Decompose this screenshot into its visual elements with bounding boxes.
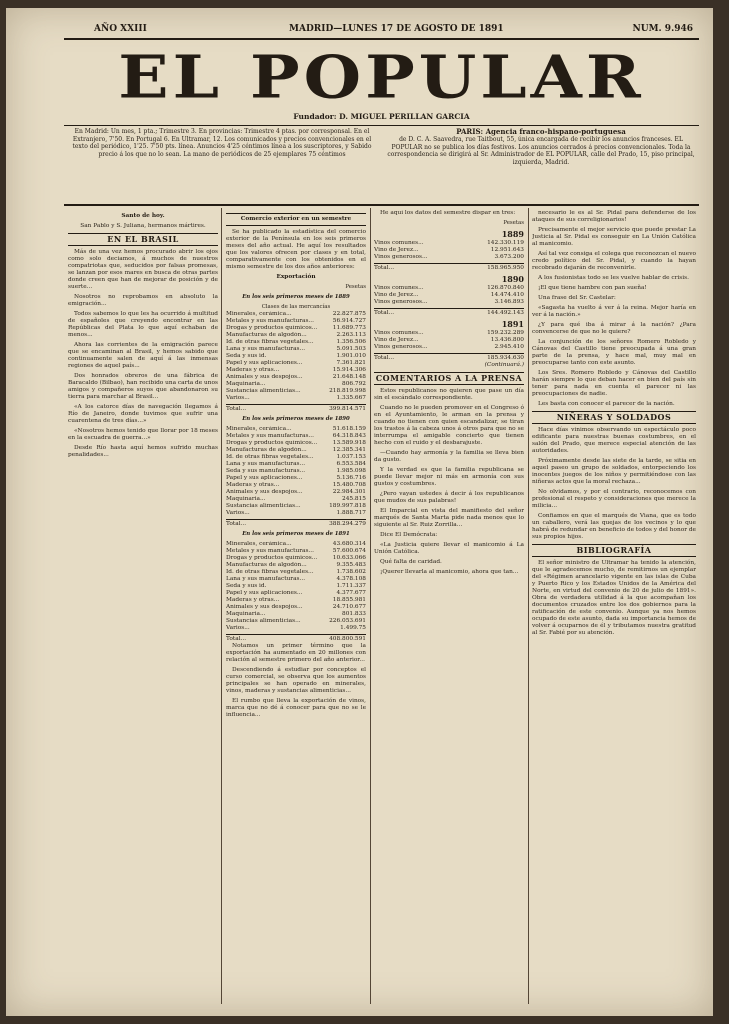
row-label: Varios... xyxy=(226,625,250,631)
year-label: AÑO XXIII xyxy=(94,24,147,34)
row-label: Maquinaria... xyxy=(226,381,266,387)
row-value: 11.689.773 xyxy=(332,325,366,331)
article-paragraph: Estos republicanos no quieren que pase un día sin el escándalo correspondiente. xyxy=(374,388,524,401)
row-label: Vino de Jerez... xyxy=(374,337,419,343)
paris-notice xyxy=(386,128,696,166)
table-total-row xyxy=(374,263,524,272)
row-label: Seda y sus id. xyxy=(226,583,267,589)
issue-number: NUM. 9.946 xyxy=(632,24,693,34)
article-paragraph: «Sagasta ha vuelto á ver á la reina. Mejor haría en ver á la nación.» xyxy=(532,305,696,318)
row-label: Vinos comunes... xyxy=(374,240,424,246)
table-total-row xyxy=(374,308,524,317)
row-label: Maderas y otras... xyxy=(226,367,280,373)
row-label: Vinos comunes... xyxy=(374,330,424,336)
table-row xyxy=(226,496,366,503)
row-value: 3.146.893 xyxy=(494,299,524,305)
row-label: Varios... xyxy=(226,395,250,401)
row-label: Sustancias alimenticias... xyxy=(226,503,301,509)
article-paragraph: Y la verdad es que la familia republicana se puede llevar mejor ni más en armonía con sus gustos y costumbres. xyxy=(374,467,524,487)
wine-intro: He aquí los datos del semestre dispar en tres: xyxy=(380,210,516,216)
table-row xyxy=(226,576,366,583)
total-label: Total... xyxy=(374,310,395,316)
row-value: 22.827.875 xyxy=(332,311,366,317)
row-value: 56.914.727 xyxy=(332,318,366,324)
table-row xyxy=(226,325,366,332)
row-value: 126.870.840 xyxy=(487,285,524,291)
row-value: 2.945.410 xyxy=(494,344,524,350)
row-label: Manufacturas de algodón... xyxy=(226,332,307,338)
row-label: Id. de otras fibras vegetales... xyxy=(226,569,314,575)
row-value: 64.318.843 xyxy=(332,433,366,439)
row-value: 1.888.717 xyxy=(336,510,366,516)
row-value: 15.480.708 xyxy=(332,482,366,488)
table-row xyxy=(226,311,366,318)
article-paragraph: —Cuando hay armonía y la familia se lleva bien da gusto. xyxy=(374,450,524,463)
article-paragraph: «Nosotros hemos tenido que llorar por 18 meses en la escuadra de guerra...» xyxy=(68,428,218,441)
column-4 xyxy=(532,210,696,1000)
article-paragraph: ¡El que tiene hambre con pan sueña! xyxy=(538,285,647,291)
row-value: 1.738.602 xyxy=(336,569,366,575)
row-value: 9.355.483 xyxy=(336,562,366,568)
table-row xyxy=(374,344,524,351)
table-row xyxy=(226,433,366,440)
row-value: 12.951.643 xyxy=(490,247,524,253)
row-value: 2.263.113 xyxy=(336,332,366,338)
row-value: 43.680.314 xyxy=(332,541,366,547)
row-label: Lana y sus manufacturas... xyxy=(226,461,306,467)
article-paragraph: Cuando no le pueden promover en el Congreso ó en el Ayuntamiento, le arman en la prensa y cuando no tienen con quien escandalizar, se tiran los trastos á la cabeza unos á otros para que no se interrumpa el amigable concierto que tienen hecho con el ruido y el desbarajuste. xyxy=(374,405,524,446)
row-label: Seda y sus id. xyxy=(226,353,267,359)
year-heading: 1891 xyxy=(501,319,524,329)
row-value: 1.499.75 xyxy=(340,625,366,631)
table-row xyxy=(226,388,366,395)
row-label: Metales y sus manufacturas... xyxy=(226,433,314,439)
table-row xyxy=(226,569,366,576)
block-subheading: Clases de las mercancías xyxy=(261,304,331,310)
subscription-info: En Madrid: Un mes, 1 pta.; Trimestre 3. En provincias: Trimestre 4 ptas. por corresponsal. En el Extranjero, 7'50. En Portugal 6. En Ultramar, 12. Los comunicados y precios convencionales en el texto del periódico, 1'25. 7'50 pts. línea. Anuncios 4'25 céntimos línea a los suscriptores, y Sabido precio á los que no lo sean. La mano de periódicos de 25 ejemplares 75 céntimos xyxy=(72,128,372,158)
row-value: 1.356.506 xyxy=(336,339,366,345)
article-paragraph: Una frase del Sr. Castelar: xyxy=(538,295,616,301)
row-label: Vino de Jerez... xyxy=(374,247,419,253)
founder-line: Fundador: D. MIGUEL PERILLAN GARCIA xyxy=(64,112,699,126)
table-row xyxy=(374,254,524,261)
row-value: 13.589.918 xyxy=(332,440,366,446)
column-divider xyxy=(528,208,529,1004)
table-row xyxy=(226,482,366,489)
row-value: 6.553.584 xyxy=(336,461,366,467)
row-label: Minerales, cerámica... xyxy=(226,311,292,317)
year-heading: 1889 xyxy=(501,229,524,239)
commerce-heading: Comercio exterior en un semestre xyxy=(226,213,366,226)
table-row xyxy=(226,381,366,388)
total-value: 399.814.571 xyxy=(329,406,366,412)
row-value: 24.710.677 xyxy=(332,604,366,610)
row-label: Sustancias alimenticias... xyxy=(226,388,301,394)
row-label: Vino de Jerez... xyxy=(374,292,419,298)
table-row xyxy=(226,426,366,433)
row-value: 51.618.159 xyxy=(332,426,366,432)
row-value: 218.819.998 xyxy=(329,388,366,394)
table-row xyxy=(226,454,366,461)
row-value: 226.053.691 xyxy=(329,618,366,624)
export-tables xyxy=(226,294,366,643)
paris-notice-text: de D. C. A. Saavedra, rue Taitbout, 55, única encargada de recibir los anuncios franceses. EL POPULAR no se publica los días festivos. Los anuncios cerrados á precios convencionales. Toda la correspondencia se dirigirá al Sr. Administrador de EL POPULAR, calle del Prado, 15, piso principal, izquierda, Madrid. xyxy=(387,136,695,166)
article-paragraph: Qué falta de caridad. xyxy=(380,559,442,565)
row-label: Id. de otras fibras vegetales... xyxy=(226,454,314,460)
masthead-top-line xyxy=(64,22,699,40)
export-title: Exportación xyxy=(276,274,316,280)
row-value: 10.633.066 xyxy=(332,555,366,561)
table-row xyxy=(374,337,524,344)
table-row xyxy=(226,346,366,353)
total-label: Total... xyxy=(374,355,395,361)
row-value: 15.914.306 xyxy=(332,367,366,373)
row-label: Papel y sus aplicaciones... xyxy=(226,590,303,596)
newspaper-page xyxy=(6,8,713,1016)
article-paragraph: Así tal vez consiga el colega que reconozcan el nuevo credo político del Sr. Pidal, y cuando la hayan recobrado dejarán de reconvenirle. xyxy=(532,251,696,271)
table-row xyxy=(226,367,366,374)
row-value: 806.792 xyxy=(342,381,366,387)
continued-note: (Continuará.) xyxy=(484,362,524,368)
row-value: 3.673.200 xyxy=(494,254,524,260)
table-row xyxy=(226,360,366,367)
article-paragraph: Dos honrados obreros de una fábrica de Baracaldo (Bilbao), han recibido una carta de unos amigos y compañeros suyos que abandonaron su tierra para marchar al Brasil... xyxy=(68,373,218,400)
table-row xyxy=(226,541,366,548)
row-label: Drogas y productos químicos... xyxy=(226,555,318,561)
table-row xyxy=(226,447,366,454)
row-label: Drogas y productos químicos... xyxy=(226,325,318,331)
total-value: 388.294.279 xyxy=(329,521,366,527)
row-label: Sustancias alimenticias... xyxy=(226,618,301,624)
row-label: Maderas y otras... xyxy=(226,597,280,603)
article-paragraph: Desde Río hasta aquí hemos sufrido muchas penalidades... xyxy=(68,445,218,458)
article-paragraph: A los fusionistas todo se les vuelve hablar de crisis. xyxy=(538,275,689,281)
row-value: 142.330.119 xyxy=(487,240,524,246)
row-label: Animales y sus despojos... xyxy=(226,489,303,495)
total-value: 185.934.630 xyxy=(487,355,524,361)
bibliografia-heading: BIBLIOGRAFÍA xyxy=(532,544,696,557)
column-divider xyxy=(221,208,222,1004)
row-value: 245.815 xyxy=(342,496,366,502)
row-value: 801.833 xyxy=(342,611,366,617)
table-row xyxy=(226,440,366,447)
row-label: Papel y sus aplicaciones... xyxy=(226,360,303,366)
table-row xyxy=(374,285,524,292)
article-paragraph: ¿Pero vayan ustedes á decir á los republicanos que mudos de sus palabras! xyxy=(374,491,524,504)
article-paragraph: Notamos un primer término que la exportación ha aumentado en 20 millones con relación al semestre primero del año anterior... xyxy=(226,643,366,663)
row-value: 18.855.981 xyxy=(332,597,366,603)
article-paragraph: Precisamente el mejor servicio que puede prestar La Justicia al Sr. Pidal es conseguir en La Unión Católica al manicomio. xyxy=(532,227,696,247)
column-2 xyxy=(226,210,366,1000)
table-row xyxy=(226,339,366,346)
paris-notice-title: PARIS: Agencia franco-hispano-portuguesa xyxy=(456,127,626,136)
table-row xyxy=(226,555,366,562)
table-total-row xyxy=(226,404,366,413)
block-heading: En los seis primeros meses de 1891 xyxy=(242,531,350,537)
table-row xyxy=(226,468,366,475)
article-paragraph: Próximamente desde las siete de la tarde, se sitia en aquel paseo un grupo de soldados, entorpeciendo los inocentes juegos de los niños y permitiéndose con las niñeras actos que la moral rechaza... xyxy=(532,458,696,485)
article-paragraph: «La Justicia quiere llevar el manicomio á La Unión Católica. xyxy=(374,542,524,555)
comentarios-heading: COMENTARIOS A LA PRENSA xyxy=(375,373,523,383)
table-row xyxy=(226,353,366,360)
table-row xyxy=(374,247,524,254)
row-value: 57.600.674 xyxy=(332,548,366,554)
article-paragraph: El Imparcial en vista del manifiesto del señor marqués de Santa Marta pide nada menos que lo siguiente al Sr. Ruiz Zorrilla... xyxy=(374,508,524,528)
row-label: Animales y sus despojos... xyxy=(226,604,303,610)
row-value: 21.648.148 xyxy=(332,374,366,380)
table-row xyxy=(226,590,366,597)
row-value: 22.984.301 xyxy=(332,489,366,495)
year-heading: 1890 xyxy=(501,274,524,284)
row-label: Maderas y otras... xyxy=(226,482,280,488)
table-row xyxy=(374,330,524,337)
row-label: Id. de otras fibras vegetales... xyxy=(226,339,314,345)
total-value: 408.800.591 xyxy=(329,636,366,642)
table-row xyxy=(226,604,366,611)
row-label: Lana y sus manufacturas... xyxy=(226,346,306,352)
row-label: Drogas y productos químicos... xyxy=(226,440,318,446)
row-label: Vinos comunes... xyxy=(374,285,424,291)
article-paragraph: Descendiendo á estudiar por conceptos el curso comercial, se observa que los aumentos principales se han operado en minerales, vinos, maderas y sustancias alimenticias... xyxy=(226,667,366,694)
article-paragraph: «A los catorce días de navegación llegamos á Río de Janeiro, donde tuvimos que sufrir una cuarentena de tres días...» xyxy=(68,404,218,424)
article-paragraph: La conjunción de los señores Romero Robledo y Cánovas del Castillo tiene preocupada á una gran parte de la prensa, y hace mal, muy mal en preocuparse tanto con este asunto. xyxy=(532,339,696,366)
table-row xyxy=(226,489,366,496)
row-label: Minerales, cerámica... xyxy=(226,426,292,432)
table-row xyxy=(226,503,366,510)
table-row xyxy=(374,299,524,306)
date-line: MADRID—LUNES 17 DE AGOSTO DE 1891 xyxy=(289,24,504,34)
row-label: Papel y sus aplicaciones... xyxy=(226,475,303,481)
row-value: 1.711.337 xyxy=(336,583,366,589)
article-paragraph: Confiamos en que el marqués de Viana, que es todo un caballero, verá las quejas de los vecinos y lo que habrá de redundar en beneficio de todos y del honor de sus propios hijos. xyxy=(532,513,696,540)
unit-label: Pesetas xyxy=(503,220,524,226)
article-paragraph: Les basta con conocer el parecer de la nación. xyxy=(538,401,675,407)
row-value: 4.378.108 xyxy=(336,576,366,582)
row-label: Lana y sus manufacturas... xyxy=(226,576,306,582)
row-value: 1.037.153 xyxy=(336,454,366,460)
article-paragraph: Ahora las corrientes de la emigración parece que se encaminan al Brasil, y hemos sabido que continuamente salen de aquí á las inmensas regiones de aquel país... xyxy=(68,342,218,369)
row-label: Maquinaria... xyxy=(226,496,266,502)
table-row xyxy=(226,597,366,604)
masthead-rule xyxy=(64,204,699,206)
row-value: 159.232.289 xyxy=(487,330,524,336)
nineras-heading: NIÑERAS Y SOLDADOS xyxy=(532,411,696,424)
row-label: Varios... xyxy=(226,510,250,516)
total-label: Total... xyxy=(226,521,247,527)
table-row xyxy=(374,240,524,247)
row-label: Animales y sus despojos... xyxy=(226,374,303,380)
table-row xyxy=(226,395,366,402)
block-heading: En los seis primeros meses de 1889 xyxy=(242,294,350,300)
row-label: Vinos generosos... xyxy=(374,254,428,260)
block-heading: En los seis primeros meses de 1890 xyxy=(242,416,350,422)
row-label: Manufacturas de algodón... xyxy=(226,447,307,453)
row-label: Manufacturas de algodón... xyxy=(226,562,307,568)
wine-tables xyxy=(374,231,524,362)
row-value: 1.901.010 xyxy=(336,353,366,359)
row-value: 5.091.503 xyxy=(336,346,366,352)
article-paragraph: El rumbo que lleva la exportación de vinos, marca que no dé á conocer para que no se le influencia... xyxy=(226,698,366,718)
row-label: Seda y sus manufacturas... xyxy=(226,468,306,474)
article-paragraph: Dice El Demócrata: xyxy=(380,532,438,538)
table-row xyxy=(226,475,366,482)
saints-text: San Pablo y S. Juliana, hermanos mártires. xyxy=(80,223,206,229)
total-label: Total... xyxy=(226,636,247,642)
article-paragraph: ¿Y para qué iba á mirar á la nación? ¿Para convencerse de que no le quiere? xyxy=(532,322,696,335)
row-value: 1.985.098 xyxy=(336,468,366,474)
article-paragraph: Todos sabemos lo que les ha ocurrido á multitud de españoles que creyendo encontrar en las Repúblicas del Plata lo que aquí echaban de menos... xyxy=(68,311,218,338)
article-paragraph: Más de una vez hemos procurado abrir los ojos como solo deciamos, á muchos de nuestros compatriotas que, seducidos por falsas promesas, se lanzan por esos mares en busca de otras partes donde creen que han de mejorar de posición y de suerte... xyxy=(68,249,218,290)
table-row xyxy=(374,292,524,299)
row-label: Vinos generosos... xyxy=(374,299,428,305)
article-paragraph: Hace días vinimos observando un espectáculo poco edificante para nuestras buenas costumbres, en el salón del Prado, que merece especial atención de las autoridades. xyxy=(532,427,696,454)
table-total-row xyxy=(374,353,524,362)
column-1 xyxy=(68,210,218,1000)
table-row xyxy=(226,374,366,381)
table-row xyxy=(226,461,366,468)
table-row xyxy=(226,618,366,625)
row-value: 12.385.341 xyxy=(332,447,366,453)
commerce-intro: Se ha publicado la estadística del comercio exterior de la Península en los seis primeros meses del año actual. He aquí los resultados que los valores ofrecen por clases y en total, comparativamente con los obtenidos en el mismo semestre de los dos años anteriores: xyxy=(226,229,366,270)
row-label: Minerales, cerámica... xyxy=(226,541,292,547)
bibliografia-text: El señor ministro de Ultramar ha tenido la atención, que le agradecemos mucho, de remitirnos un ejemplar del «Régimen arancelario vigente en las islas de Cuba y Puerto Rico y los Estados Unidos de la América del Norte, en virtud del convenio de 20 de julio de 1891». Obra de verdadera utilidad á la que acompañan los documentos cruzados entre los dos gobiernos para la ratificación de este convenio. Aunque ya nos hemos ocupado de este asunto, dada su importancia hemos de volver á ocuparnos de él y tributamos nuestra gratitud al Sr. Fabié por su atención. xyxy=(532,560,696,636)
table-row xyxy=(226,318,366,325)
row-value: 4.377.677 xyxy=(336,590,366,596)
column-divider xyxy=(370,208,371,1004)
article-paragraph: Los Sres. Romero Robledo y Cánovas del Castillo harán siempre lo que deban hacer en bien del país sin tener para nada en cuenta el parecer ni las preocupaciones de nadie. xyxy=(532,370,696,397)
total-label: Total... xyxy=(374,265,395,271)
row-label: Maquinaria... xyxy=(226,611,266,617)
article-paragraph: No olvidamos, y por el contrario, reconocemos con profesional el respeto y consideraciones que merece la milicia... xyxy=(532,489,696,509)
row-value: 189.997.818 xyxy=(329,503,366,509)
total-label: Total... xyxy=(226,406,247,412)
table-total-row xyxy=(226,634,366,643)
table-row xyxy=(226,611,366,618)
table-row xyxy=(226,332,366,339)
table-row xyxy=(226,562,366,569)
article-paragraph: necesario le es al Sr. Pidal para defenderse de los ataques de sus correligionarios! xyxy=(532,210,696,223)
brasil-heading: EN EL BRASIL xyxy=(68,233,218,246)
total-value: 158.965.950 xyxy=(487,265,524,271)
total-value: 144.492.143 xyxy=(487,310,524,316)
table-row xyxy=(226,583,366,590)
table-row xyxy=(226,548,366,555)
column-3 xyxy=(374,210,524,1000)
row-value: 14.474.410 xyxy=(490,292,524,298)
newspaper-title: EL POPULAR xyxy=(118,41,645,113)
table-row xyxy=(226,510,366,517)
row-value: 13.436.800 xyxy=(490,337,524,343)
row-label: Vinos generosos... xyxy=(374,344,428,350)
row-label: Metales y sus manufacturas... xyxy=(226,548,314,554)
table-total-row xyxy=(226,519,366,528)
row-value: 1.335.667 xyxy=(336,395,366,401)
unit-label: Pesetas xyxy=(345,284,366,290)
row-value: 5.136.716 xyxy=(336,475,366,481)
article-paragraph: Nosotros no reprobamos en absoluto la emigración... xyxy=(68,294,218,307)
article-paragraph: ¡Querer llevarla al manicomio, ahora que tan... xyxy=(380,569,519,575)
saints-title: Santo de hoy. xyxy=(121,213,165,219)
row-label: Metales y sus manufacturas... xyxy=(226,318,314,324)
row-value: 7.361.821 xyxy=(336,360,366,366)
table-row xyxy=(226,625,366,632)
